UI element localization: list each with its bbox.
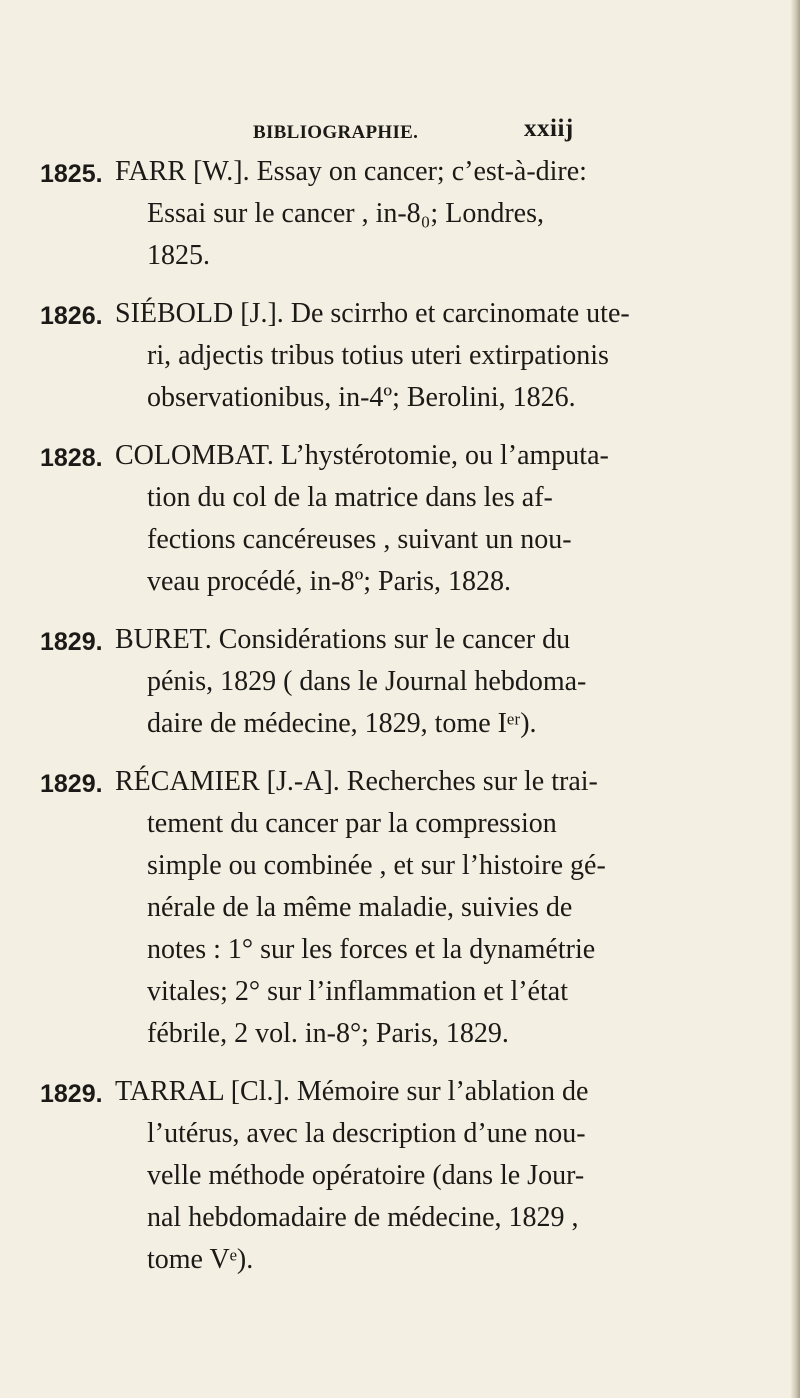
entry-line: l’utérus, avec la description d’une nou- xyxy=(147,1118,586,1149)
entry-line: fébrile, 2 vol. in-8°; Paris, 1829. xyxy=(147,1018,509,1049)
entry-line: ri, adjectis tribus totius uteri extirpationis xyxy=(147,340,609,371)
entry-year: 1829. xyxy=(40,628,103,656)
entry-line: tement du cancer par la compression xyxy=(147,808,557,839)
entry-line: pénis, 1829 ( dans le Journal hebdoma- xyxy=(147,666,587,697)
entry-line: observationibus, in-4º; Berolini, 1826. xyxy=(147,382,576,413)
page-number: xxiij xyxy=(524,115,574,142)
entry-line: notes : 1° sur les forces et la dynamétrie xyxy=(147,934,596,965)
entry-line: 1825. xyxy=(147,240,210,271)
entry-line: FARR [W.]. Essay on cancer; c’est-à-dire: xyxy=(115,156,587,187)
entry-line: vitales; 2° sur l’inflammation et l’état xyxy=(147,976,568,1007)
entry-year: 1825. xyxy=(40,160,103,188)
header-title: BIBLIOGRAPHIE. xyxy=(253,122,419,143)
entry-year: 1829. xyxy=(40,1080,103,1108)
entry-line: velle méthode opératoire (dans le Jour- xyxy=(147,1160,585,1191)
entry-line: COLOMBAT. L’hystérotomie, ou l’amputa- xyxy=(115,440,609,471)
entry-line: daire de médecine, 1829, tome Iᵉʳ). xyxy=(147,708,537,739)
entry-line: RÉCAMIER [J.-A]. Recherches sur le trai- xyxy=(115,766,598,797)
entry-year: 1828. xyxy=(40,444,103,472)
entry-line: TARRAL [Cl.]. Mémoire sur l’ablation de xyxy=(115,1076,589,1107)
entry-line: SIÉBOLD [J.]. De scirrho et carcinomate ute- xyxy=(115,298,630,329)
entry-line: fections cancéreuses , suivant un nou- xyxy=(147,524,572,555)
entry-line: nérale de la même maladie, suivies de xyxy=(147,892,573,923)
running-header xyxy=(253,115,753,144)
page-edge xyxy=(790,0,800,1398)
entry-year: 1829. xyxy=(40,770,103,798)
entry-year: 1826. xyxy=(40,302,103,330)
entry-line: Essai sur le cancer , in-8₀; Londres, xyxy=(147,198,544,229)
entry-line: veau procédé, in-8º; Paris, 1828. xyxy=(147,566,512,597)
entry-line: simple ou combinée , et sur l’histoire gé- xyxy=(147,850,606,881)
entry-line: nal hebdomadaire de médecine, 1829 , xyxy=(147,1202,579,1233)
entry-line: tion du col de la matrice dans les af- xyxy=(147,482,553,513)
entry-line: tome Vᵉ). xyxy=(147,1244,254,1275)
entry-line: BURET. Considérations sur le cancer du xyxy=(115,624,571,655)
